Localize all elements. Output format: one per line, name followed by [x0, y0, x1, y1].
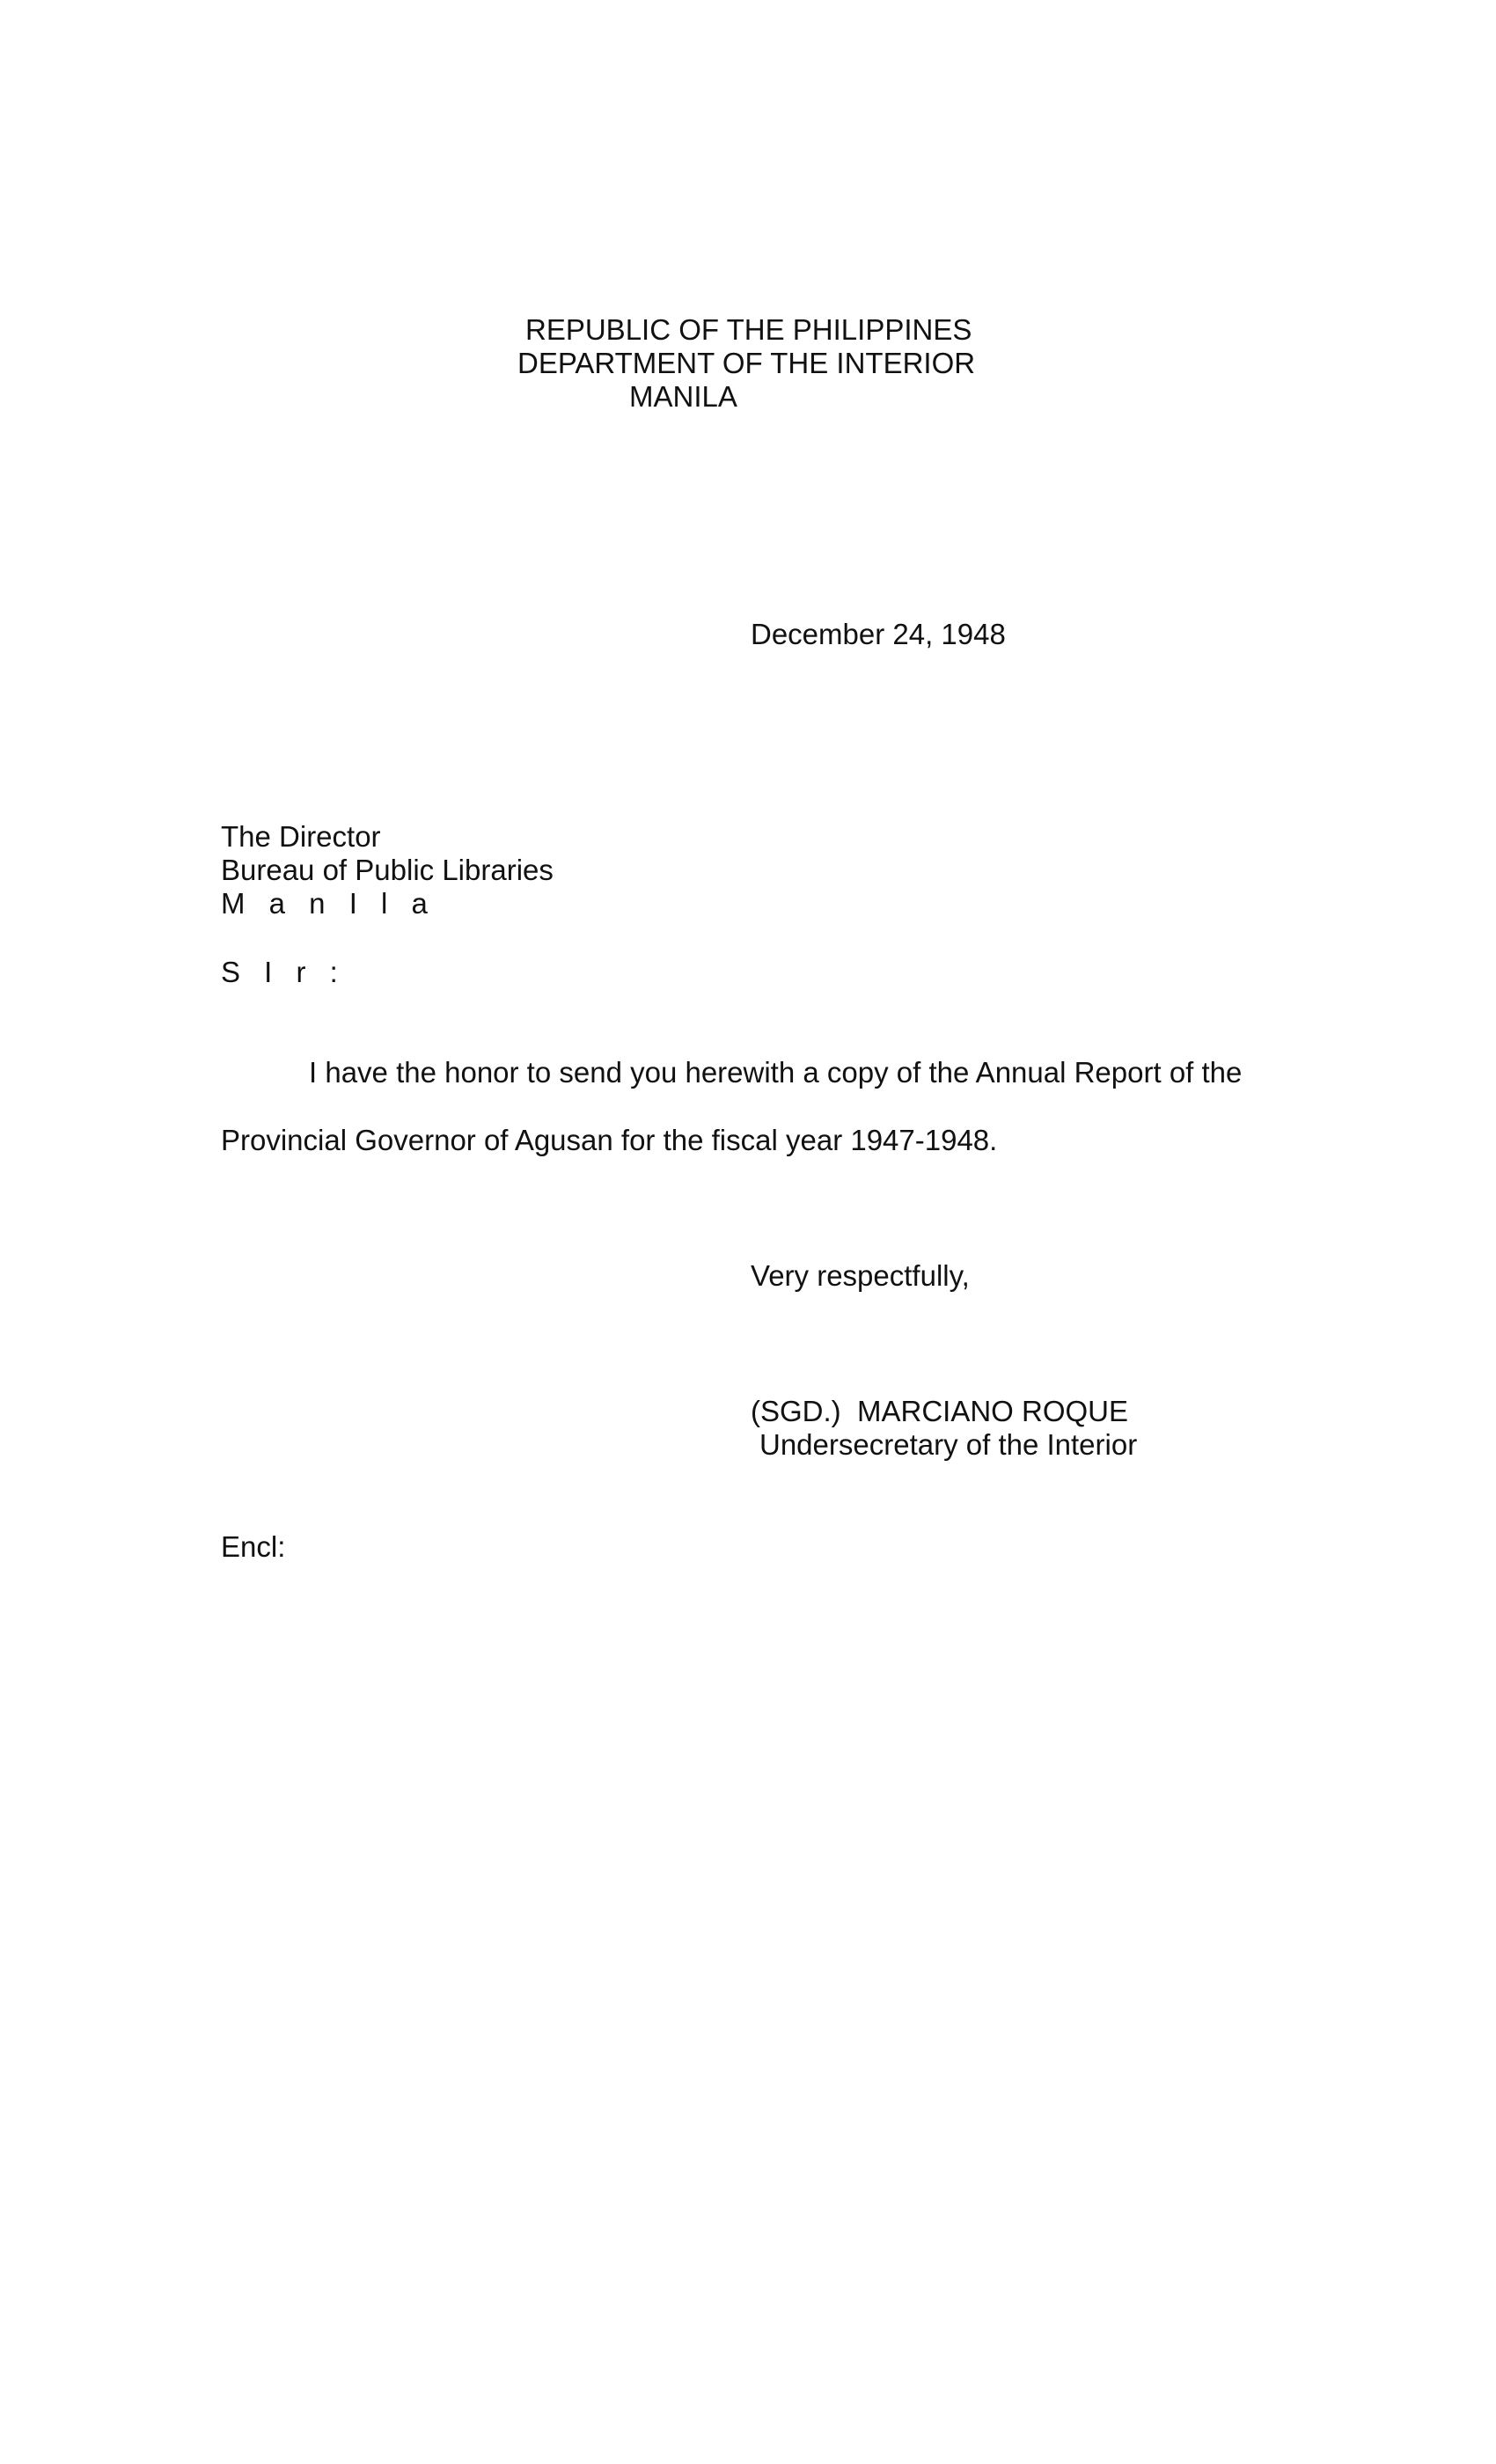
letterhead-republic: REPUBLIC OF THE PHILIPPINES	[525, 313, 972, 346]
letterhead-department: DEPARTMENT OF THE INTERIOR	[517, 347, 976, 379]
signature-name: (SGD.) MARCIANO ROQUE	[751, 1395, 1129, 1427]
body-line-2: Provincial Governor of Agusan for the fiscal year 1947-1948.	[221, 1124, 998, 1156]
salutation: S I r :	[221, 956, 346, 988]
closing: Very respectfully,	[751, 1259, 970, 1292]
enclosure-label: Encl:	[221, 1530, 286, 1563]
letter-date: December 24, 1948	[751, 618, 1006, 650]
letterhead-city: MANILA	[629, 380, 737, 413]
addressee-city: M a n I l a	[221, 887, 436, 920]
addressee-title: The Director	[221, 820, 381, 853]
signature-title: Undersecretary of the Interior	[759, 1428, 1138, 1461]
addressee-office: Bureau of Public Libraries	[221, 854, 554, 886]
body-line-1: I have the honor to send you herewith a copy of the Annual Report of the	[309, 1056, 1243, 1089]
